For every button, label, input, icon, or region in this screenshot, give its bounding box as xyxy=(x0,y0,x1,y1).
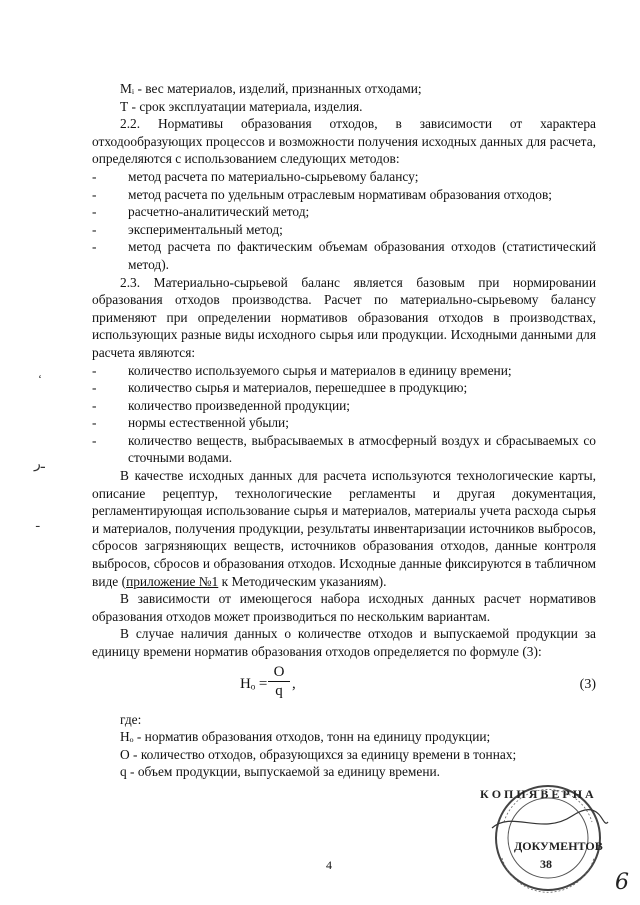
list-dash: - xyxy=(92,239,97,255)
stamp-subtitle: ДОКУМЕНТОВ xyxy=(514,839,603,853)
list-item: - количество произведенной продукции; xyxy=(92,397,350,413)
input-data-list xyxy=(92,362,596,468)
stamp-title: К О П И Я В Е Р Н А xyxy=(480,787,594,801)
list-item: - количество используемого сырья и материалов в единицу времени; xyxy=(92,362,512,378)
list-item: - расчетно-аналитический метод; xyxy=(92,204,310,220)
definition-ho: Hₒ - норматив образования отходов, тонн на единицу продукции; xyxy=(120,729,491,745)
list-item: - нормы естественной убыли; xyxy=(92,415,289,431)
formula-3 xyxy=(92,663,596,707)
handwritten-page-number: 6 xyxy=(615,870,629,895)
formula-lhs: Hₒ = xyxy=(240,675,268,692)
formula-comma: , xyxy=(292,675,296,692)
formula-number: (3) xyxy=(579,676,596,692)
list-dash: - xyxy=(92,432,97,448)
margin-mark-icon: ـﺭ xyxy=(34,457,45,472)
list-dash: - xyxy=(92,415,97,431)
margin-mark-icon: ‘ xyxy=(38,372,42,386)
page-number: 4 xyxy=(326,858,332,872)
definition-q: q - объем продукции, выпускаемой за единицу времени. xyxy=(120,764,441,780)
input-data-paragraph: В качестве исходных данных для расчета используются технологические карты, описание рецептур, технологические регламенты и другая документация, регламентирующая использование сырья и материалов, материалы учета расхода сырья и материалов, получения продукции, результаты инвентаризации источников выбросов, сбросов загрязняющих веществ, источников образования отходов, данные контроля выбросов, сбросов и образования отходов. Исходные данные фиксируются в табличном виде (приложение №1 к Методическим указаниям). xyxy=(92,468,596,589)
list-dash: - xyxy=(92,204,97,220)
formula-fraction xyxy=(268,663,290,700)
definition-o: О - количество отходов, образующихся за единицу времени в тоннах; xyxy=(120,746,517,762)
list-dash: - xyxy=(92,397,97,413)
definition-t: Т - срок эксплуатации материала, изделия. xyxy=(120,98,363,114)
list-dash: - xyxy=(92,380,97,396)
list-dash: - xyxy=(92,186,97,202)
stamp-seal-icon xyxy=(452,770,612,895)
margin-mark-icon: ـ xyxy=(36,516,40,530)
section-2-3: 2.3. Материально-сырьевой баланс является базовым при нормировании образования отходов производства. Расчет по материально-сырьевому балансу применяют при определении нормативов образования отходов в производствах, использующих разные виды исходного сырья или продукции. Исходными данными для расчета являются: xyxy=(92,274,596,360)
where-label: где: xyxy=(120,711,142,727)
list-item: - экспериментальный метод; xyxy=(92,221,283,237)
list-dash: - xyxy=(92,168,97,184)
section-2-2: 2.2. Нормативы образования отходов, в зависимости от характера отходообразующих процессов и возможности получения исходных данных для расчета, определяются с использованием следующих методов: xyxy=(92,116,596,167)
list-dash: - xyxy=(92,221,97,237)
formula-numerator: O xyxy=(268,663,290,682)
stamp-number: 38 xyxy=(540,857,552,871)
appendix-1-link[interactable]: приложение №1 xyxy=(126,573,219,589)
document-body xyxy=(92,80,596,781)
list-item: - метод расчета по фактическим объемам образования отходов (статистический метод). xyxy=(92,239,596,272)
list-item: - метод расчета по материально-сырьевому балансу; xyxy=(92,168,419,184)
formula-denominator: q xyxy=(275,682,283,699)
methods-list xyxy=(92,168,596,274)
list-item: - количество веществ, выбрасываемых в атмосферный воздух и сбрасываемых со сточными водами. xyxy=(92,432,596,466)
variants-paragraph: В зависимости от имеющегося набора исходных данных расчет нормативов образования отходов может производиться по нескольким вариантам. xyxy=(92,591,596,624)
list-dash: - xyxy=(92,362,97,378)
definition-mi: Mᵢ - вес материалов, изделий, признанных отходами; xyxy=(120,81,422,96)
list-item: - количество сырья и материалов, перешедшее в продукцию; xyxy=(92,380,468,396)
list-item: - метод расчета по удельным отраслевым нормативам образования отходов; xyxy=(92,186,552,202)
formula-intro: В случае наличия данных о количестве отходов и выпускаемой продукции за единицу времени норматив образования отходов определяется по формуле (3): xyxy=(92,626,596,659)
